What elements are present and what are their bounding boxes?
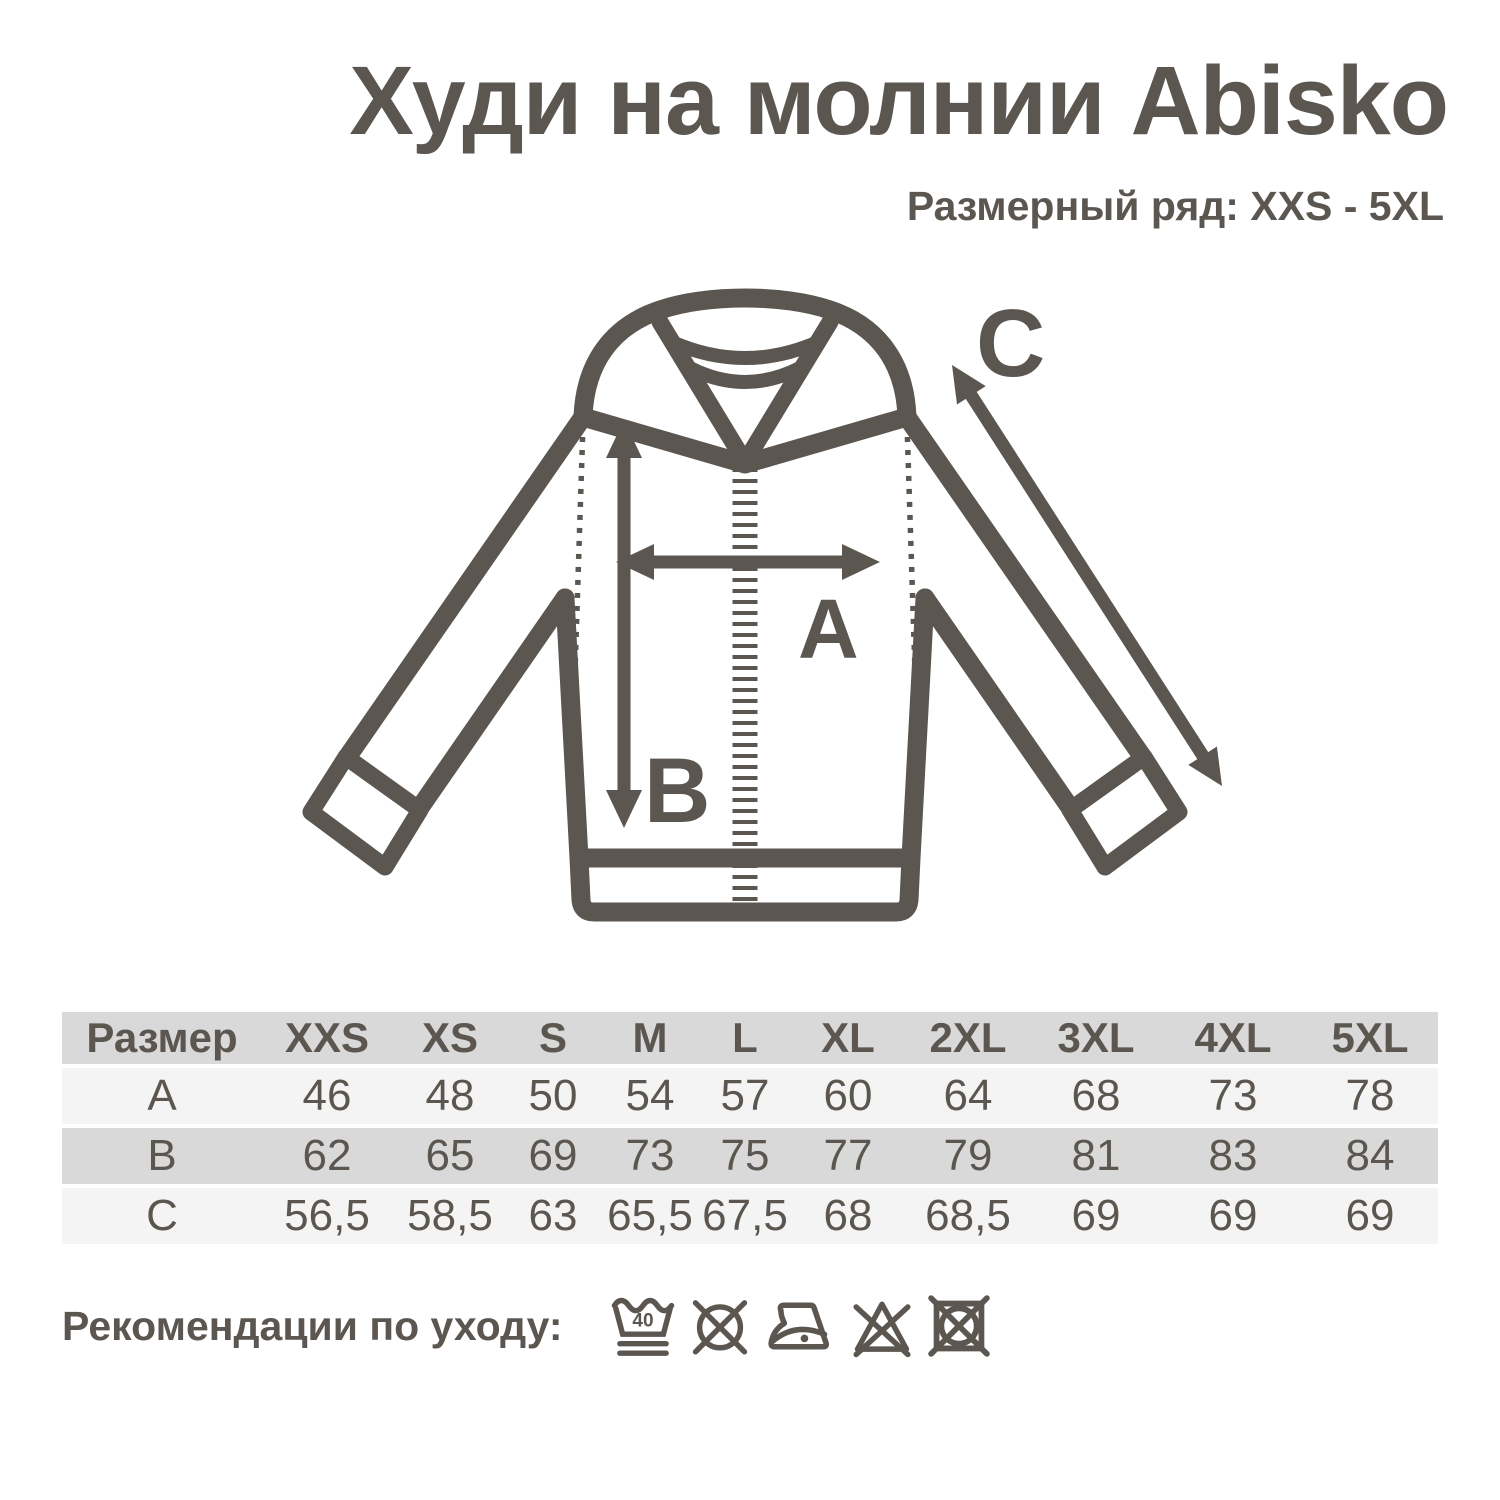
size-column-header: XL bbox=[821, 1014, 875, 1061]
left-sleeve-top-edge bbox=[346, 417, 583, 759]
page-title: Худи на молнии Abisko bbox=[349, 46, 1448, 155]
iron-low-temperature-icon bbox=[763, 1290, 839, 1362]
right-armhole-seam bbox=[907, 424, 916, 702]
size-value-cell: 81 bbox=[1071, 1131, 1121, 1180]
size-value-cell: 63 bbox=[528, 1191, 578, 1240]
size-value-cell: 75 bbox=[720, 1131, 770, 1180]
hood-band-arc-lower bbox=[690, 368, 800, 382]
size-column-header: L bbox=[732, 1014, 758, 1061]
right-cuff bbox=[1070, 757, 1179, 867]
size-value-cell: 77 bbox=[823, 1131, 873, 1180]
size-table-header-row bbox=[62, 1012, 1438, 1064]
size-value-cell: 60 bbox=[823, 1071, 873, 1120]
wash-40-very-gentle-icon bbox=[609, 1290, 677, 1362]
size-value-cell: 84 bbox=[1345, 1131, 1395, 1180]
hoodie-measurement-diagram bbox=[0, 255, 1500, 1015]
size-value-cell: 69 bbox=[528, 1131, 578, 1180]
diagram-label-c: C bbox=[976, 290, 1046, 397]
size-value-cell: 67,5 bbox=[702, 1191, 788, 1240]
size-value-cell: 46 bbox=[302, 1071, 352, 1120]
measure-arrow-a bbox=[616, 544, 880, 580]
size-value-cell: 73 bbox=[1208, 1071, 1258, 1120]
hoodie-outline bbox=[311, 298, 1179, 912]
care-label: Рекомендации по уходу: bbox=[62, 1302, 563, 1349]
size-value-cell: 54 bbox=[625, 1071, 675, 1120]
size-table-row bbox=[62, 1188, 1438, 1244]
size-value-cell: 62 bbox=[302, 1131, 352, 1180]
do-not-dry-clean-icon bbox=[686, 1290, 754, 1362]
do-not-tumble-dry-icon bbox=[925, 1290, 993, 1362]
size-column-header: 4XL bbox=[1194, 1014, 1272, 1061]
care-icons bbox=[609, 1290, 993, 1362]
size-value-cell: 57 bbox=[720, 1071, 770, 1120]
measure-arrow-b bbox=[606, 420, 642, 828]
size-value-cell: 78 bbox=[1345, 1071, 1395, 1120]
measurement-row-label: A bbox=[147, 1071, 177, 1120]
left-cuff bbox=[311, 757, 420, 867]
size-value-cell: 68,5 bbox=[925, 1191, 1011, 1240]
diagram-label-a: A bbox=[798, 582, 859, 676]
do-not-bleach-icon bbox=[848, 1290, 916, 1362]
size-value-cell: 64 bbox=[943, 1071, 993, 1120]
size-value-cell: 58,5 bbox=[407, 1191, 493, 1240]
size-value-cell: 69 bbox=[1345, 1191, 1395, 1240]
size-value-cell: 48 bbox=[425, 1071, 475, 1120]
hood-band-arc-upper bbox=[672, 342, 818, 358]
size-value-cell: 79 bbox=[943, 1131, 993, 1180]
size-value-cell: 68 bbox=[1071, 1071, 1121, 1120]
size-value-cell: 68 bbox=[823, 1191, 873, 1240]
size-table-row bbox=[62, 1128, 1438, 1184]
size-table-row bbox=[62, 1068, 1438, 1124]
size-column-header: S bbox=[538, 1014, 567, 1061]
size-column-header: XXS bbox=[284, 1014, 370, 1061]
left-armhole-seam bbox=[574, 424, 583, 702]
wash-temperature-label: 40 bbox=[631, 1310, 654, 1332]
size-value-cell: 69 bbox=[1208, 1191, 1258, 1240]
size-value-cell: 65 bbox=[425, 1131, 475, 1180]
size-value-cell: 50 bbox=[528, 1071, 578, 1120]
measure-arrow-c bbox=[952, 365, 1222, 786]
measurement-row-label: B bbox=[147, 1131, 177, 1180]
size-value-cell: 83 bbox=[1208, 1131, 1258, 1180]
diagram-label-b: B bbox=[644, 740, 711, 842]
size-column-header: 5XL bbox=[1331, 1014, 1409, 1061]
size-column-header: M bbox=[632, 1014, 668, 1061]
size-column-header: 2XL bbox=[929, 1014, 1007, 1061]
size-value-cell: 56,5 bbox=[284, 1191, 370, 1240]
care-recommendations bbox=[62, 1290, 993, 1362]
size-range-subtitle: Размерный ряд: XXS - 5XL bbox=[906, 183, 1444, 229]
size-column-header: 3XL bbox=[1057, 1014, 1135, 1061]
measurement-row-label: C bbox=[146, 1191, 178, 1240]
size-value-cell: 65,5 bbox=[607, 1191, 693, 1240]
size-table bbox=[62, 1008, 1438, 1248]
size-value-cell: 73 bbox=[625, 1131, 675, 1180]
size-table-container bbox=[62, 1008, 1438, 1248]
size-value-cell: 69 bbox=[1071, 1191, 1121, 1240]
size-column-header: XS bbox=[421, 1014, 479, 1061]
size-table-corner-header: Размер bbox=[86, 1014, 238, 1061]
